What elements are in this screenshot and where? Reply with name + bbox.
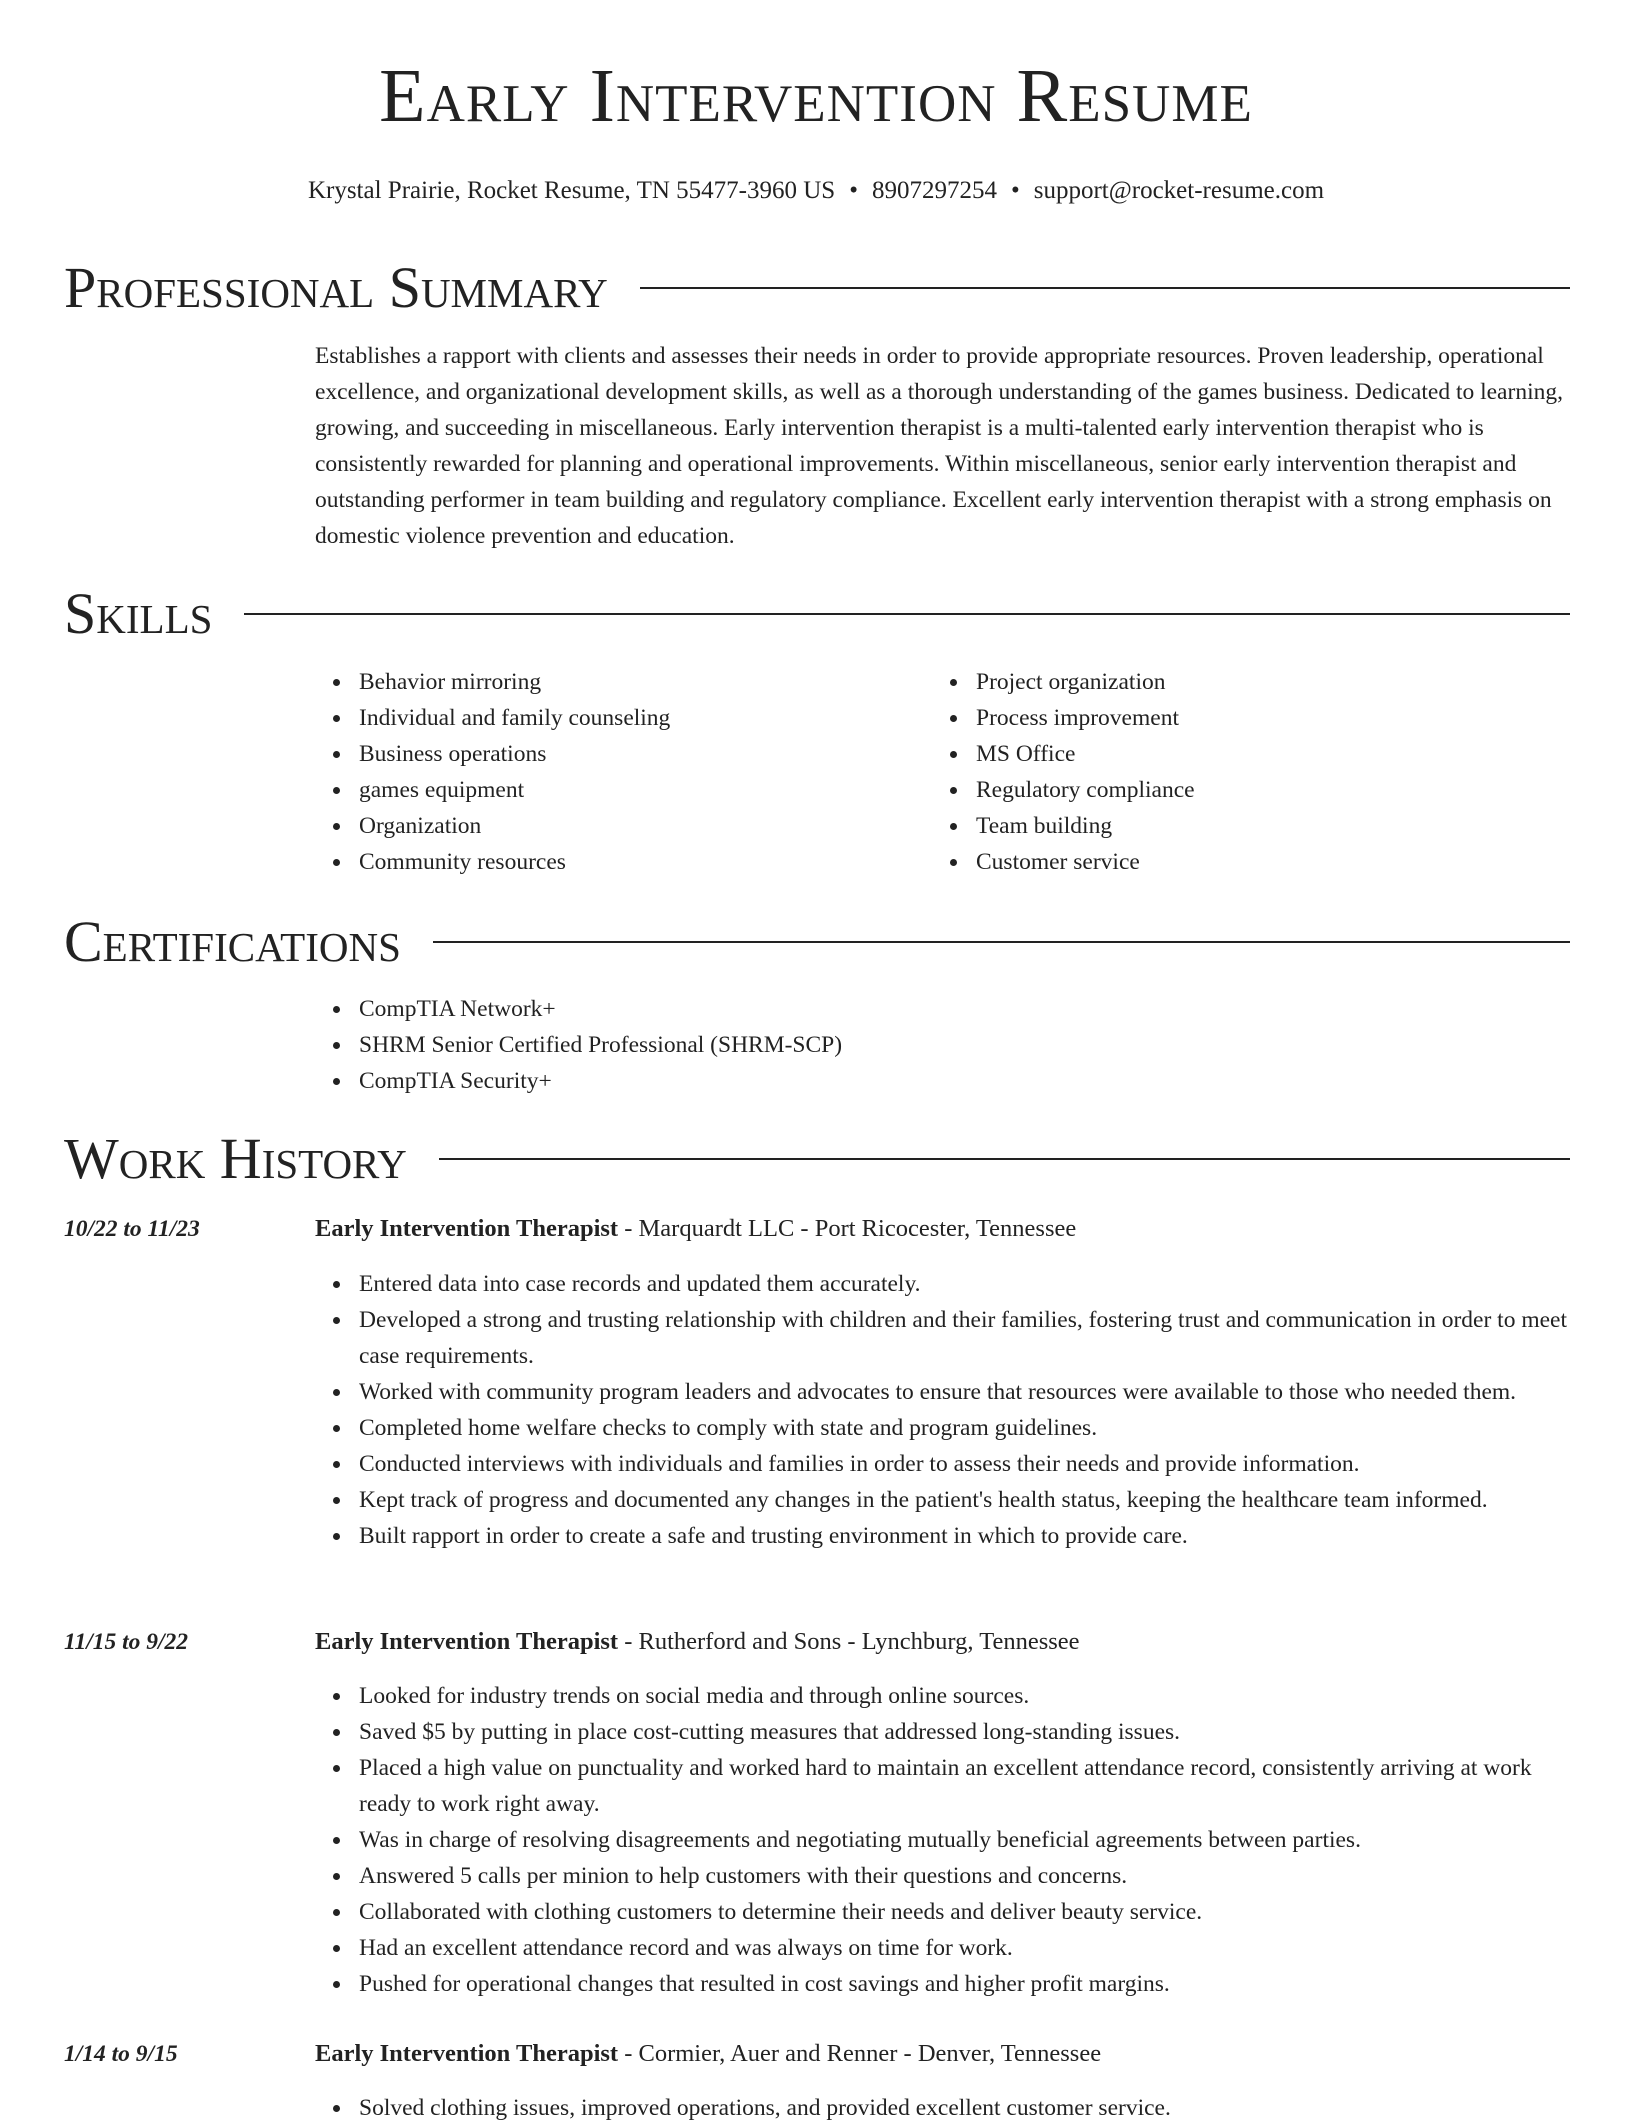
job-role: Early Intervention Therapist bbox=[315, 1628, 619, 1655]
job-duty: Collaborated with clothing customers to determine their needs and deliver beauty service. bbox=[359, 1894, 1571, 1930]
certification-item: SHRM Senior Certified Professional (SHRM-SCP) bbox=[359, 1027, 1571, 1063]
job-duty: Answered 5 calls per minion to help customers with their questions and concerns. bbox=[359, 1858, 1571, 1894]
skills-heading: Skills bbox=[64, 581, 213, 646]
job-duty: Saved $5 by putting in place cost-cutting measures that addressed long-standing issues. bbox=[359, 1714, 1571, 1750]
skill-item: Business operations bbox=[359, 736, 919, 772]
job-duty: Built rapport in order to create a safe and trusting environment in which to provide care. bbox=[359, 1518, 1571, 1554]
job-duties-list bbox=[315, 1266, 1571, 1554]
job-dates: 1/14 to 9/15 bbox=[64, 2041, 178, 2067]
skill-item: Regulatory compliance bbox=[976, 772, 1536, 808]
certifications-list bbox=[315, 991, 1571, 1099]
job-duty: Was in charge of resolving disagreements and negotiating mutually beneficial agreements between parties. bbox=[359, 1822, 1571, 1858]
summary-text: Establishes a rapport with clients and assesses their needs in order to provide appropriate resources. Proven leadership, operational excellence, and organizational development skills, as well as a thorough understanding of the games business. Dedicated to learning, growing, and succeeding in miscellaneous. Early intervention therapist is a multi-talented early intervention therapist who is consistently rewarded for planning and operational improvements. Within miscellaneous, senior early intervention therapist and outstanding performer in team building and regulatory compliance. Excellent early intervention therapist with a strong emphasis on domestic violence prevention and education. bbox=[315, 343, 1563, 549]
skill-item: Individual and family counseling bbox=[359, 700, 919, 736]
job-duties-list bbox=[315, 1678, 1571, 2002]
job-duty: Worked with community program leaders and advocates to ensure that resources were available to those who needed them. bbox=[359, 1374, 1571, 1410]
job-employer-location: - Rutherford and Sons - Lynchburg, Tennessee bbox=[618, 1628, 1080, 1655]
skill-item: Process improvement bbox=[976, 700, 1536, 736]
certification-item: CompTIA Security+ bbox=[359, 1063, 1571, 1099]
job-duties-list bbox=[315, 2090, 1571, 2126]
job-duty: Pushed for operational changes that resulted in cost savings and higher profit margins. bbox=[359, 1966, 1571, 2002]
job-duty: Developed a strong and trusting relationship with children and their families, fostering trust and communication in order to meet case requirements. bbox=[359, 1302, 1571, 1374]
job-duty: Placed a high value on punctuality and worked hard to maintain an excellent attendance record, consistently arriving at work ready to work right away. bbox=[359, 1750, 1571, 1822]
contact-separator: • bbox=[1010, 177, 1020, 204]
contact-address: Krystal Prairie, Rocket Resume, TN 55477-3960 US bbox=[307, 177, 836, 204]
job-employer-location: - Cormier, Auer and Renner - Denver, Tennessee bbox=[618, 2040, 1102, 2067]
job-dates: 11/15 to 9/22 bbox=[64, 1629, 189, 1655]
section-divider bbox=[640, 287, 1570, 289]
skills-list-right bbox=[932, 664, 1536, 880]
job-heading bbox=[315, 2036, 1571, 2072]
skill-item: games equipment bbox=[359, 772, 919, 808]
skill-item: Community resources bbox=[359, 844, 919, 880]
summary-heading: Professional Summary bbox=[64, 255, 608, 320]
resume-title: Early Intervention Resume bbox=[379, 54, 1253, 138]
skill-item: Customer service bbox=[976, 844, 1536, 880]
work-history-heading: Work History bbox=[64, 1126, 407, 1191]
certification-item: CompTIA Network+ bbox=[359, 991, 1571, 1027]
section-divider bbox=[439, 1158, 1570, 1160]
job-duty: Had an excellent attendance record and was always on time for work. bbox=[359, 1930, 1571, 1966]
contact-separator: • bbox=[849, 177, 858, 204]
skill-item: Project organization bbox=[976, 664, 1536, 700]
job-duty: Completed home welfare checks to comply with state and program guidelines. bbox=[359, 1410, 1571, 1446]
summary-section-header bbox=[64, 256, 1570, 320]
job-heading bbox=[315, 1211, 1571, 1247]
skill-item: Organization bbox=[359, 808, 919, 844]
skill-item: Behavior mirroring bbox=[359, 664, 919, 700]
contact-phone: 8907297254 bbox=[871, 177, 997, 204]
job-duty: Solved clothing issues, improved operations, and provided excellent customer service. bbox=[359, 2090, 1571, 2126]
job-duty: Entered data into case records and updated them accurately. bbox=[359, 1266, 1571, 1302]
job-duty: Kept track of progress and documented any changes in the patient's health status, keeping the healthcare team informed. bbox=[359, 1482, 1571, 1518]
work-history-section-header bbox=[64, 1127, 1570, 1191]
contact-email: support@rocket-resume.com bbox=[1033, 177, 1325, 204]
skills-section-header bbox=[64, 582, 1570, 646]
job-duty: Looked for industry trends on social media and through online sources. bbox=[359, 1678, 1571, 1714]
skills-list-left bbox=[315, 664, 919, 880]
skill-item: MS Office bbox=[976, 736, 1536, 772]
job-employer-location: - Marquardt LLC - Port Ricocester, Tennessee bbox=[618, 1215, 1077, 1242]
job-dates: 10/22 to 11/23 bbox=[64, 1216, 200, 1242]
job-role: Early Intervention Therapist bbox=[315, 2040, 619, 2067]
job-heading bbox=[315, 1624, 1571, 1660]
certifications-section-header bbox=[64, 910, 1570, 974]
section-divider bbox=[244, 613, 1570, 615]
job-role: Early Intervention Therapist bbox=[315, 1215, 619, 1242]
skill-item: Team building bbox=[976, 808, 1536, 844]
certifications-heading: Certifications bbox=[64, 909, 401, 974]
job-duty: Conducted interviews with individuals and families in order to assess their needs and provide information. bbox=[359, 1446, 1571, 1482]
contact-line bbox=[0, 174, 1632, 208]
section-divider bbox=[433, 941, 1570, 943]
